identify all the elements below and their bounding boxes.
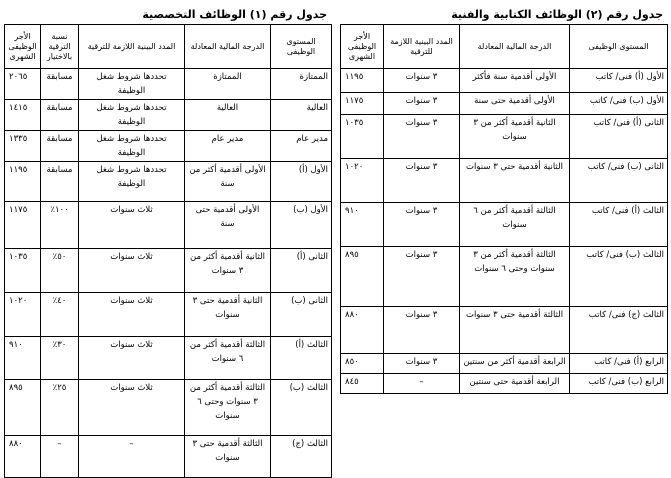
table1-header-period: المدد البينية اللازمة للترقية (79, 25, 185, 69)
level-cell: العالية (271, 100, 332, 131)
level-cell: مدير عام (271, 131, 332, 162)
table-row (5, 436, 332, 478)
wage-cell: ٨٤٥ (341, 374, 384, 394)
period-cell: ٣ سنوات (384, 354, 460, 374)
period-cell: ثلاث سنوات (79, 293, 185, 337)
table2-header-period: المدد البينية اللازمة للترقية (384, 25, 460, 69)
table2-clerical-technical-jobs (340, 24, 668, 394)
level-cell: الثالث (ج) (271, 436, 332, 478)
table-row (341, 307, 668, 354)
period-cell: ثلاث سنوات (79, 202, 185, 249)
wage-cell: ١٠٣٥ (5, 249, 41, 293)
period-cell: تحددها شروط شغل الوظيفة (79, 100, 185, 131)
level-cell: الثالث (ب) (271, 380, 332, 436)
level-cell: الثالث (أ) (271, 337, 332, 380)
wage-cell: ١٠٣٥ (341, 115, 384, 159)
grade-cell: الأولى أقدمية حتى سنة (185, 202, 271, 249)
wage-cell: ١١٧٥ (5, 202, 41, 249)
table-row (341, 93, 668, 115)
level-cell: الأول (أ) (271, 162, 332, 202)
wage-cell: ١٣٣٥ (5, 131, 41, 162)
wage-cell: ١١٩٥ (341, 69, 384, 93)
table1-header-row (5, 25, 332, 69)
table1-header-pct: نسبة الترقية بالاختيار (41, 25, 79, 69)
table-row (341, 374, 668, 394)
period-cell: ٣ سنوات (384, 93, 460, 115)
wage-cell: ١١٧٥ (341, 93, 384, 115)
grade-cell: مدير عام (185, 131, 271, 162)
table2-header-wage: الأجر الوظيفى الشهرى (341, 25, 384, 69)
level-cell: الأول (أ) فنى/ كاتب (570, 69, 668, 93)
period-cell: تحددها شروط شغل الوظيفة (79, 162, 185, 202)
grade-cell: العالية (185, 100, 271, 131)
table2-block (340, 6, 667, 394)
wage-cell: ٨٨٠ (5, 436, 41, 478)
table-row (341, 203, 668, 247)
level-cell: الثالث (ج) فنى/ كاتب (570, 307, 668, 354)
table-row (5, 202, 332, 249)
pct-cell: مسابقة (41, 162, 79, 202)
period-cell: ٣ سنوات (384, 203, 460, 247)
table1-block (4, 6, 331, 478)
pct-cell: ٣٠٪ (41, 337, 79, 380)
level-cell: الثالث (ب) فنى/ كاتب (570, 247, 668, 307)
level-cell: الأول (ب) (271, 202, 332, 249)
level-cell: الرابع (أ) فنى/ كاتب (570, 354, 668, 374)
table-row (5, 69, 332, 100)
level-cell: الأول (ب) فنى/ كاتب (570, 93, 668, 115)
pct-cell: ٤٠٪ (41, 293, 79, 337)
wage-cell: ١٤١٥ (5, 100, 41, 131)
table-row (5, 293, 332, 337)
period-cell: ٣ سنوات (384, 247, 460, 307)
grade-cell: الثالثة أقدمية حتى ٣ سنوات (460, 307, 570, 354)
grade-cell: الثالثة أقدمية أكثر من ٦ سنوات (460, 203, 570, 247)
table1-header-grade: الدرجة المالية المعادلة (185, 25, 271, 69)
wage-cell: ١٠٢٠ (341, 159, 384, 203)
grade-cell: الأولى أقدمية سنة فأكثر (460, 69, 570, 93)
grade-cell: الرابعة أقدمية أكثر من سنتين (460, 354, 570, 374)
table2-title: جدول رقم (٢) الوظائف الكتابية والفنية (451, 8, 663, 21)
period-cell: ثلاث سنوات (79, 380, 185, 436)
wage-cell: ٢٠٦٥ (5, 69, 41, 100)
table-row (5, 249, 332, 293)
level-cell: الرابع (ب) فنى/ كاتب (570, 374, 668, 394)
period-cell: ٣ سنوات (384, 115, 460, 159)
wage-cell: ٨٩٥ (5, 380, 41, 436)
table-row (5, 337, 332, 380)
grade-cell: الثانية أقدمية أكثر من ٣ سنوات (185, 249, 271, 293)
level-cell: الممتازة (271, 69, 332, 100)
table-row (341, 115, 668, 159)
level-cell: الثانى (ب) (271, 293, 332, 337)
wage-cell: ٩١٠ (341, 203, 384, 247)
level-cell: الثانى (أ) (271, 249, 332, 293)
period-cell: تحددها شروط شغل الوظيفة (79, 131, 185, 162)
grade-cell: الثالثة أقدمية أكثر من ٦ سنوات (185, 337, 271, 380)
grade-cell: الأولى أقدمية حتى سنة (460, 93, 570, 115)
period-cell: ثلاث سنوات (79, 337, 185, 380)
period-cell: – (384, 374, 460, 394)
grade-cell: الثانية أقدمية أكثر من ٣ سنوات (460, 115, 570, 159)
period-cell: ٣ سنوات (384, 69, 460, 93)
table1-header-level: المستوى الوظيفى (271, 25, 332, 69)
grade-cell: الثالثة أقدمية أكثر من ٣ سنوات وحتى ٦ سنوات (460, 247, 570, 307)
wage-cell: ١١٩٥ (5, 162, 41, 202)
period-cell: ثلاث سنوات (79, 249, 185, 293)
grade-cell: الثالثة أقدمية حتى ٣ سنوات (185, 436, 271, 478)
wage-cell: ١٠٢٠ (5, 293, 41, 337)
grade-cell: الأولى أقدمية أكثر من سنة (185, 162, 271, 202)
wage-cell: ٨٩٥ (341, 247, 384, 307)
period-cell: تحددها شروط شغل الوظيفة (79, 69, 185, 100)
table-row (5, 100, 332, 131)
table1-title: جدول رقم (١) الوظائف التخصصية (142, 8, 327, 21)
table1-header-wage: الأجر الوظيفى الشهرى (5, 25, 41, 69)
pct-cell: مسابقة (41, 69, 79, 100)
pct-cell: ٢٥٪ (41, 380, 79, 436)
table-row (5, 380, 332, 436)
table-row (5, 131, 332, 162)
grade-cell: الثانية أقدمية حتى ٣ سنوات (460, 159, 570, 203)
level-cell: الثانى (أ) فنى/ كاتب (570, 115, 668, 159)
wage-cell: ٨٨٠ (341, 307, 384, 354)
grade-cell: الثالثة أقدمية أكثر من ٣ سنوات وحتى ٦ سنوات (185, 380, 271, 436)
pct-cell: مسابقة (41, 131, 79, 162)
table-row (5, 162, 332, 202)
wage-cell: ٩١٠ (5, 337, 41, 380)
table-row (341, 69, 668, 93)
grade-cell: الممتازة (185, 69, 271, 100)
level-cell: الثانى (ب) فنى/ كاتب (570, 159, 668, 203)
table-row (341, 159, 668, 203)
table2-header-level: المستوى الوظيفى (570, 25, 668, 69)
pct-cell: ٥٠٪ (41, 249, 79, 293)
table1-specialized-jobs (4, 24, 332, 478)
period-cell: – (79, 436, 185, 478)
table-row (341, 354, 668, 374)
period-cell: ٣ سنوات (384, 307, 460, 354)
level-cell: الثالث (أ) فنى/ كاتب (570, 203, 668, 247)
grade-cell: الثانية أقدمية حتى ٣ سنوات (185, 293, 271, 337)
grade-cell: الرابعة أقدمية حتى سنتين (460, 374, 570, 394)
pct-cell: – (41, 436, 79, 478)
table2-header-row (341, 25, 668, 69)
pct-cell: ١٠٠٪ (41, 202, 79, 249)
table2-header-grade: الدرجة المالية المعادلة (460, 25, 570, 69)
wage-cell: ٨٥٠ (341, 354, 384, 374)
pct-cell: مسابقة (41, 100, 79, 131)
period-cell: ٣ سنوات (384, 159, 460, 203)
table-row (341, 247, 668, 307)
